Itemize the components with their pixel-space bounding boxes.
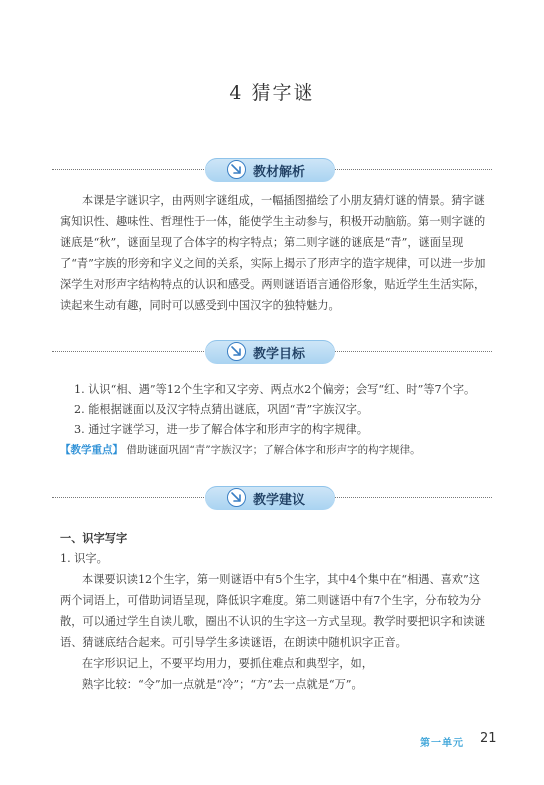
arrow-down-right-icon <box>227 160 246 179</box>
suggestion-line: 熟字比较：“令”加一点就是“冷”；“方”去一点就是“万”。 <box>82 678 363 691</box>
arrow-down-right-icon <box>227 488 246 507</box>
key-points-text: 借助谜面巩固“青”字族汉字；了解合体字和形声字的构字规律。 <box>126 444 421 456</box>
key-points <box>60 440 500 460</box>
section-header-goals <box>52 340 492 364</box>
page-number: 21 <box>480 731 497 746</box>
analysis-paragraph: 本课是字谜识字，由两则字谜组成，一幅插图描绘了小朋友猜灯谜的情景。猜字谜寓知识性、趣味性、哲理性于一体，能使学生主动参与，积极开动脑筋。第一则字谜的谜底是“秋”，谜面呈现了合体字的构字特点；第二则字谜的谜底是“青”，谜面呈现了“青”字族的形旁和字义之间的关系，实际上揭示了形声字的造字规律，可以进一步加深学生对形声字结构特点的认识和感受。两则谜语语言通俗形象，贴近学生生活实际，读起来生动有趣，同时可以感受到中国汉字的独特魅力。 <box>60 194 486 312</box>
key-points-label: 【教学重点】 <box>60 444 123 456</box>
list-item: 1. 识字。 <box>60 552 108 565</box>
section-title: 教学目标 <box>253 347 306 362</box>
section-header-suggestions <box>52 486 492 510</box>
goal-item: 3. 通过字谜学习，进一步了解合体字和形声字的构字规律。 <box>74 423 368 436</box>
section-title: 教材解析 <box>253 165 306 180</box>
suggestion-paragraph: 本课要识读12个生字，第一则谜语中有5个生字，其中4个集中在“相遇、喜欢”这两个词语上，可借助词语呈现，降低识字难度。第二则谜语中有7个生字，分布较为分散，可以通过学生自读儿歌，圈出不认识的生字这一方式呈现。教学时要把识字和读谜语、猜谜底结合起来。可引导学生多读谜语，在朗读中随机识字正音。 <box>60 573 486 649</box>
subsection-heading: 一、识字写字 <box>60 532 128 545</box>
goal-item: 1. 认识“相、遇”等12个生字和又字旁、两点水2个偏旁；会写“红、时”等7个字。 <box>74 383 476 396</box>
section-header-analysis <box>52 158 492 182</box>
section-badge <box>205 158 335 182</box>
lesson-title: 4 猜字谜 <box>229 82 315 104</box>
section-badge <box>205 486 335 510</box>
section-badge <box>205 340 335 364</box>
footer-unit-label: 第一单元 <box>420 738 464 749</box>
suggestion-line: 在字形识记上，不要平均用力，要抓住难点和典型字，如， <box>82 657 373 670</box>
arrow-down-right-icon <box>227 342 246 361</box>
goal-item: 2. 能根据谜面以及汉字特点猜出谜底，巩固“青”字族汉字。 <box>74 403 369 416</box>
section-title: 教学建议 <box>253 493 306 508</box>
